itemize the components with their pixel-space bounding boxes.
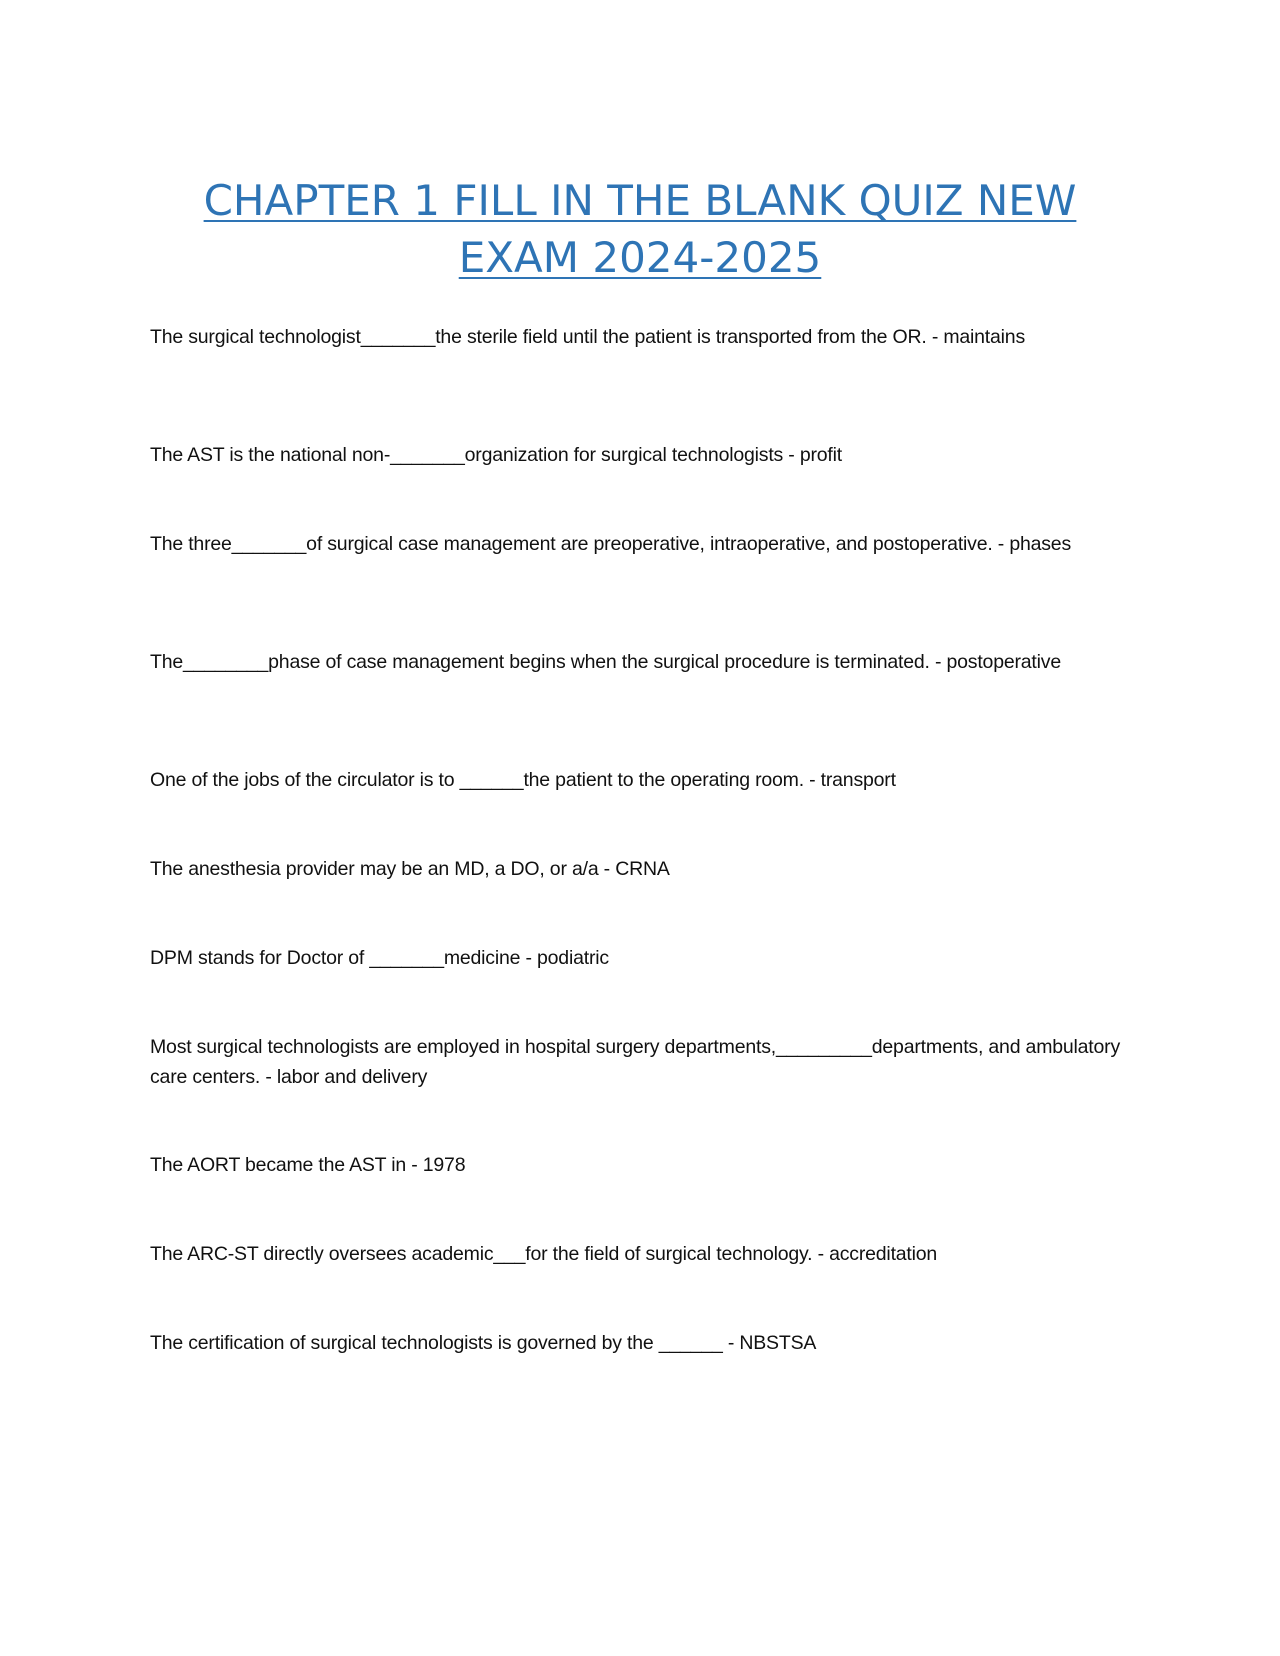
quiz-item-9: The AORT became the AST in - 1978 (150, 1154, 466, 1176)
quiz-item-4: The________phase of case management begins when the surgical procedure is terminated. - postoperative (150, 651, 1061, 673)
quiz-item-5: One of the jobs of the circulator is to ______the patient to the operating room. - transport (150, 769, 896, 791)
quiz-item-2: The AST is the national non-_______organization for surgical technologists - profit (150, 444, 842, 466)
quiz-item-1: The surgical technologist_______the sterile field until the patient is transported from the OR. - maintains (150, 326, 1026, 348)
quiz-item-8: Most surgical technologists are employed in hospital surgery departments,_________departments, and ambulatory care centers. - labor and delivery (150, 1036, 1121, 1088)
quiz-item-10: The ARC-ST directly oversees academic___for the field of surgical technology. - accreditation (150, 1243, 938, 1265)
quiz-item-11: The certification of surgical technologists is governed by the ______ - NBSTSA (150, 1332, 817, 1354)
quiz-item-3: The three_______of surgical case management are preoperative, intraoperative, and postoperative. - phases (150, 533, 1071, 555)
document-title: CHAPTER 1 FILL IN THE BLANK QUIZ NEW EXAM 2024-2025 (203, 176, 1077, 282)
quiz-item-6: The anesthesia provider may be an MD, a DO, or a/a - CRNA (150, 858, 670, 880)
quiz-item-7: DPM stands for Doctor of _______medicine - podiatric (150, 947, 609, 969)
